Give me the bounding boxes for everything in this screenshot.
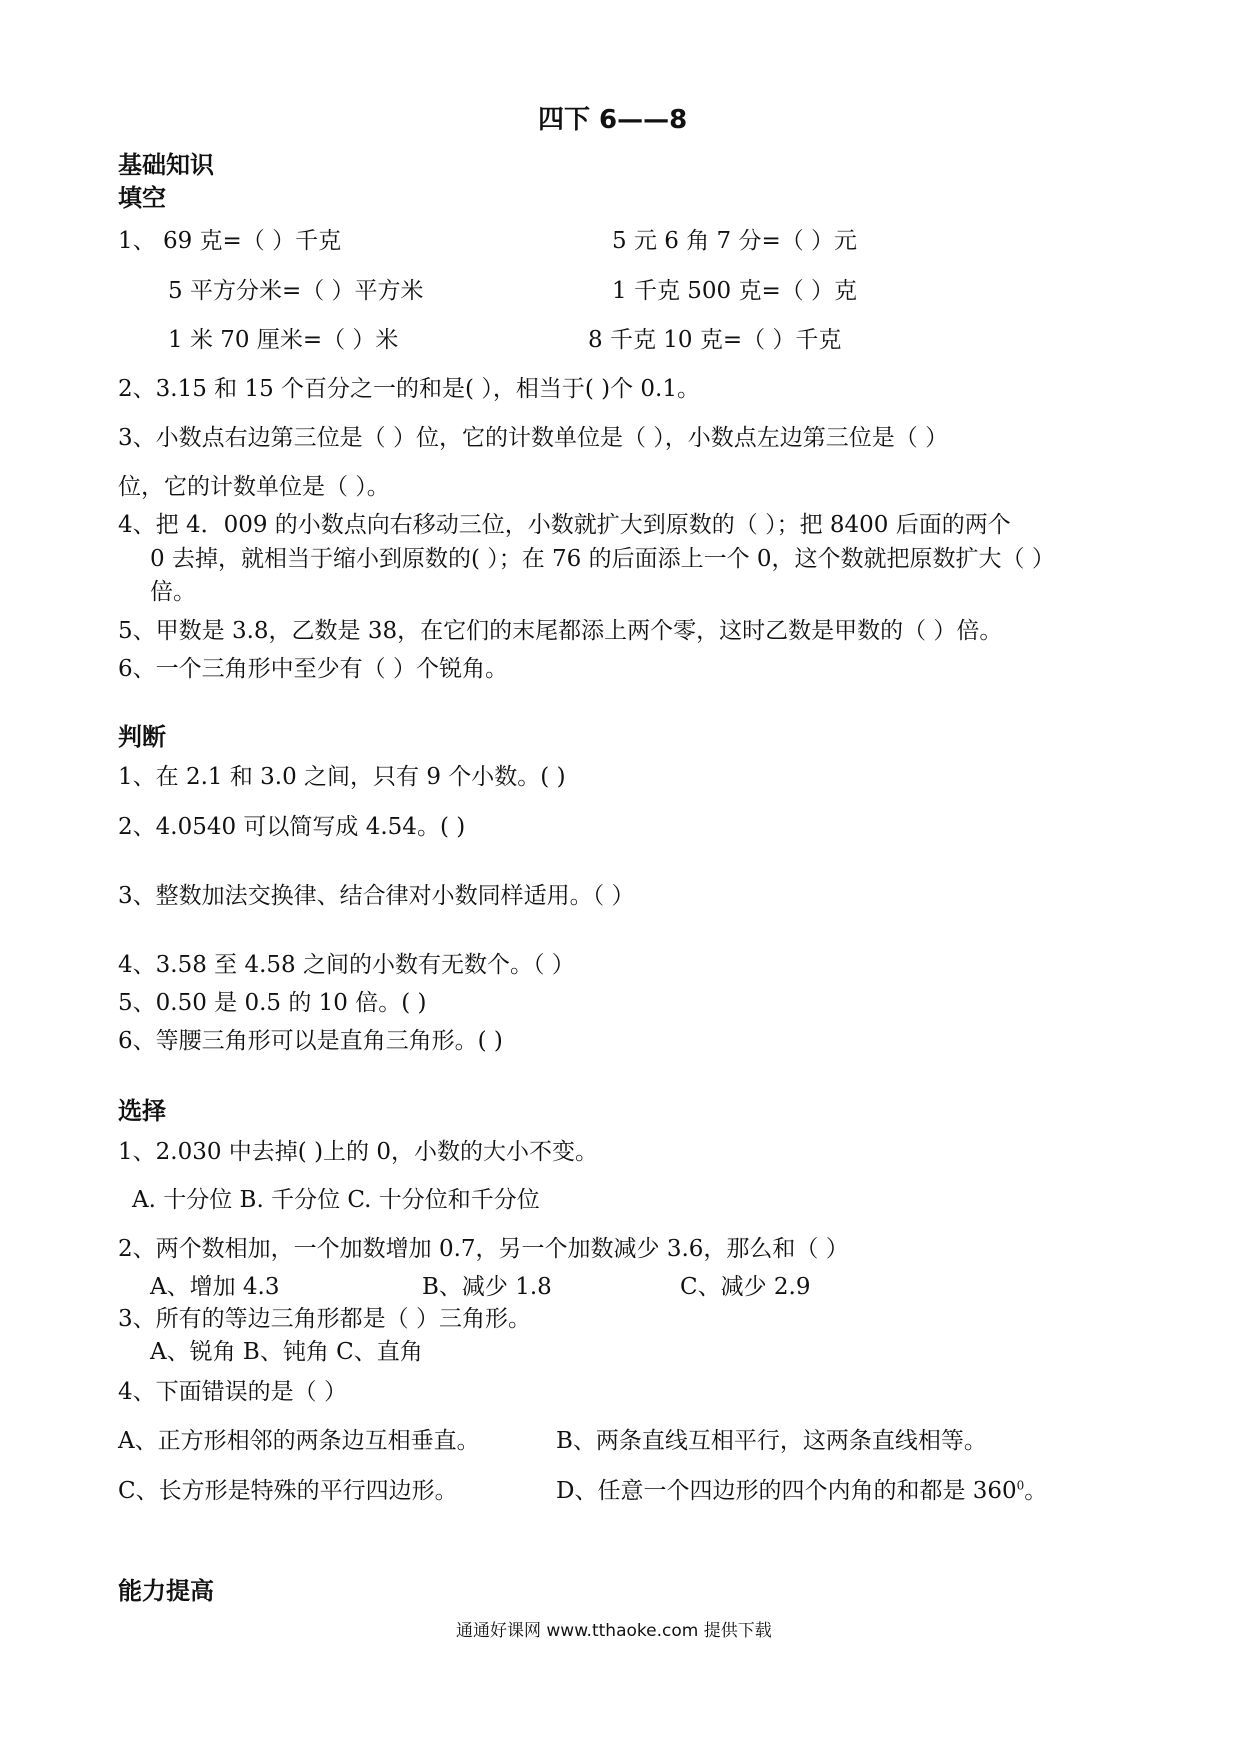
judge-q5: 5、0.50 是 0.5 的 10 倍。( ) bbox=[118, 990, 427, 1016]
section-basic-heading: 基础知识 bbox=[118, 151, 214, 179]
choice-q1-options: A. 十分位 B. 千分位 C. 十分位和千分位 bbox=[132, 1187, 540, 1213]
fill-q6: 6、一个三角形中至少有（ ）个锐角。 bbox=[118, 656, 508, 682]
judge-q3: 3、整数加法交换律、结合律对小数同样适用。（ ） bbox=[118, 883, 635, 909]
choice-q4-option-c: C、长方形是特殊的平行四边形。 bbox=[118, 1478, 458, 1504]
section-choice-heading: 选择 bbox=[118, 1097, 166, 1125]
section-fill-heading: 填空 bbox=[118, 184, 166, 212]
footer-credit: 通通好课网 www.tthaoke.com 提供下载 bbox=[456, 1621, 772, 1641]
choice-q2-option-c: C、减少 2.9 bbox=[680, 1274, 811, 1300]
choice-q4-option-d bbox=[556, 1476, 1047, 1506]
fill-q2: 2、3.15 和 15 个百分之一的和是( ），相当于( )个 0.1。 bbox=[118, 376, 700, 402]
choice-q3-options: A、锐角 B、钝角 C、直角 bbox=[150, 1339, 423, 1365]
fill-q1f: 8 千克 10 克=（ ）千克 bbox=[588, 327, 842, 353]
fill-q4b: 0 去掉，就相当于缩小到原数的( ）；在 76 的后面添上一个 0，这个数就把原数扩大（ ） bbox=[150, 546, 1055, 572]
judge-q4: 4、3.58 至 4.58 之间的小数有无数个。（ ） bbox=[118, 952, 575, 978]
choice-q4-option-d-text: D、任意一个四边形的四个内角的和都是 360 bbox=[556, 1478, 1017, 1504]
fill-q1a: 1、 69 克=（ ）千克 bbox=[118, 228, 342, 254]
choice-q2-option-b: B、减少 1.8 bbox=[422, 1274, 552, 1300]
choice-q4: 4、下面错误的是（ ） bbox=[118, 1379, 347, 1405]
choice-q3: 3、所有的等边三角形都是（ ）三角形。 bbox=[118, 1306, 531, 1332]
fill-q5: 5、甲数是 3.8，乙数是 38，在它们的末尾都添上两个零，这时乙数是甲数的（ ）倍。 bbox=[118, 618, 1003, 644]
fill-q4a: 4、把 4．009 的小数点向右移动三位，小数就扩大到原数的（ ）；把 8400 后面的两个 bbox=[118, 512, 1011, 538]
fill-q3b: 位，它的计数单位是（ ）。 bbox=[118, 474, 390, 500]
fill-q1e: 1 米 70 厘米=（ ）米 bbox=[168, 327, 399, 353]
page-title: 四下 6——8 bbox=[538, 105, 688, 135]
choice-q2-option-a: A、增加 4.3 bbox=[150, 1274, 280, 1300]
degree-superscript: 0 bbox=[1016, 1478, 1025, 1493]
section-judge-heading: 判断 bbox=[118, 723, 166, 751]
section-ability-heading: 能力提高 bbox=[118, 1577, 214, 1605]
choice-q1: 1、2.030 中去掉( )上的 0，小数的大小不变。 bbox=[118, 1139, 598, 1165]
fill-q1b: 5 元 6 角 7 分=（ ）元 bbox=[612, 228, 858, 254]
fill-q1d: 1 千克 500 克=（ ）克 bbox=[612, 278, 858, 304]
fill-q1c: 5 平方分米=（ ）平方米 bbox=[168, 278, 424, 304]
fill-q4c: 倍。 bbox=[150, 579, 196, 605]
choice-q2: 2、两个数相加，一个加数增加 0.7，另一个加数减少 3.6，那么和（ ） bbox=[118, 1236, 849, 1262]
judge-q1: 1、在 2.1 和 3.0 之间，只有 9 个小数。( ) bbox=[118, 764, 566, 790]
choice-q4-option-a: A、正方形相邻的两条边互相垂直。 bbox=[118, 1428, 480, 1454]
choice-q4-option-b: B、两条直线互相平行，这两条直线相等。 bbox=[556, 1428, 987, 1454]
judge-q6: 6、等腰三角形可以是直角三角形。( ) bbox=[118, 1028, 503, 1054]
choice-q4-option-d-end: 。 bbox=[1024, 1478, 1048, 1504]
fill-q3a: 3、小数点右边第三位是（ ）位，它的计数单位是（ ），小数点左边第三位是（ ） bbox=[118, 425, 949, 451]
judge-q2: 2、4.0540 可以简写成 4.54。( ) bbox=[118, 814, 466, 840]
